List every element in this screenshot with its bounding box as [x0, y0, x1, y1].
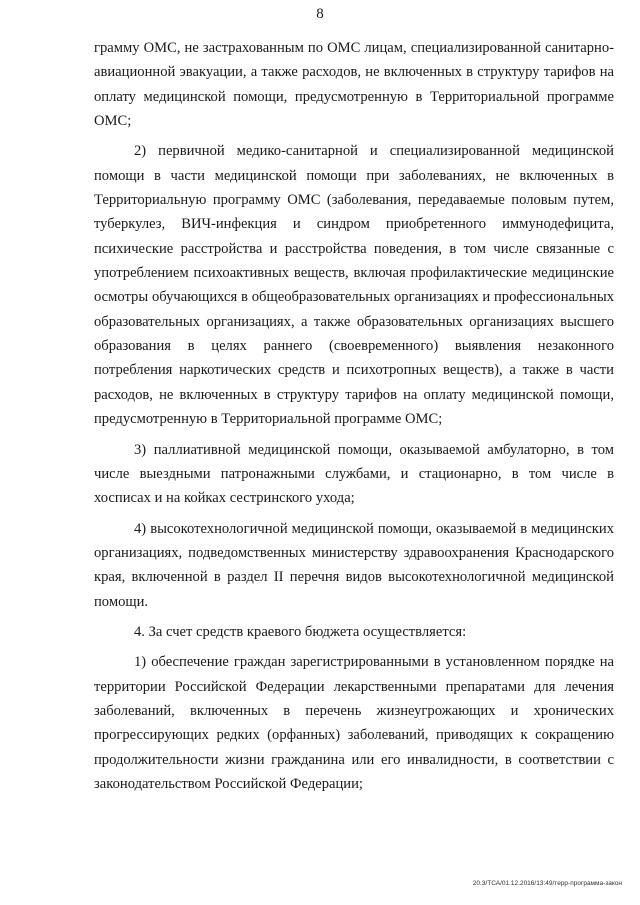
footer-document-code: 20.3/ТСА/01.12.2016/13:49/терр-программа-закон — [472, 880, 622, 887]
paragraph-continuation: грамму ОМС, не застрахованным по ОМС лицам, специализированной санитарно-авиационной эвакуации, а также расходов, не включенных в структуру тарифов на оплату медицинской помощи, предусмотренную в Территориальной программе ОМС; — [94, 40, 614, 130]
paragraph-item-4: 4) высокотехнологичной медицинской помощи, оказываемой в медицинских организациях, подведомственных министерству здравоохранения Краснодарского края, включенной в раздел II перечня видов высокотехнологичной медицинской помощи. — [94, 520, 614, 610]
document-body — [94, 36, 614, 802]
page-number: 8 — [316, 6, 324, 22]
paragraph-section-4: 4. За счет средств краевого бюджета осуществляется: — [134, 623, 467, 640]
paragraph-section-4-item-1: 1) обеспечение граждан зарегистрированными в установленном порядке на территории Российской Федерации лекарственными препаратами для лечения заболеваний, включенных в перечень жизнеугрожающих и хронических прогрессирующих редких (орфанных) заболеваний, приводящих к сокращению продолжительности жизни гражданина или его инвалидности, в соответствии с законодательством Российской Федерации; — [94, 654, 614, 792]
paragraph-item-2: 2) первичной медико-санитарной и специализированной медицинской помощи в части медицинской помощи при заболеваниях, не включенных в Территориальную программу ОМС (заболевания, передаваемые половым путем, туберкулез, ВИЧ-инфекция и синдром приобретенного иммунодефицита, психические расстройства и расстройства поведения, в том числе связанные с употреблением психоактивных веществ, включая профилактические медицинские осмотры обучающихся в общеобразовательных организациях и профессиональных образовательных организациях, а также образовательных организациях высшего образования в целях раннего (своевременного) выявления незаконного потребления наркотических средств и психотропных веществ), а также в части расходов, не включенных в структуру тарифов на оплату медицинской помощи, предусмотренную в Территориальной программе ОМС; — [94, 143, 614, 428]
paragraph-item-3: 3) паллиативной медицинской помощи, оказываемой амбулаторно, в том числе выездными патронажными службами, и стационарно, в том числе в хосписах и на койках сестринского ухода; — [94, 441, 614, 507]
